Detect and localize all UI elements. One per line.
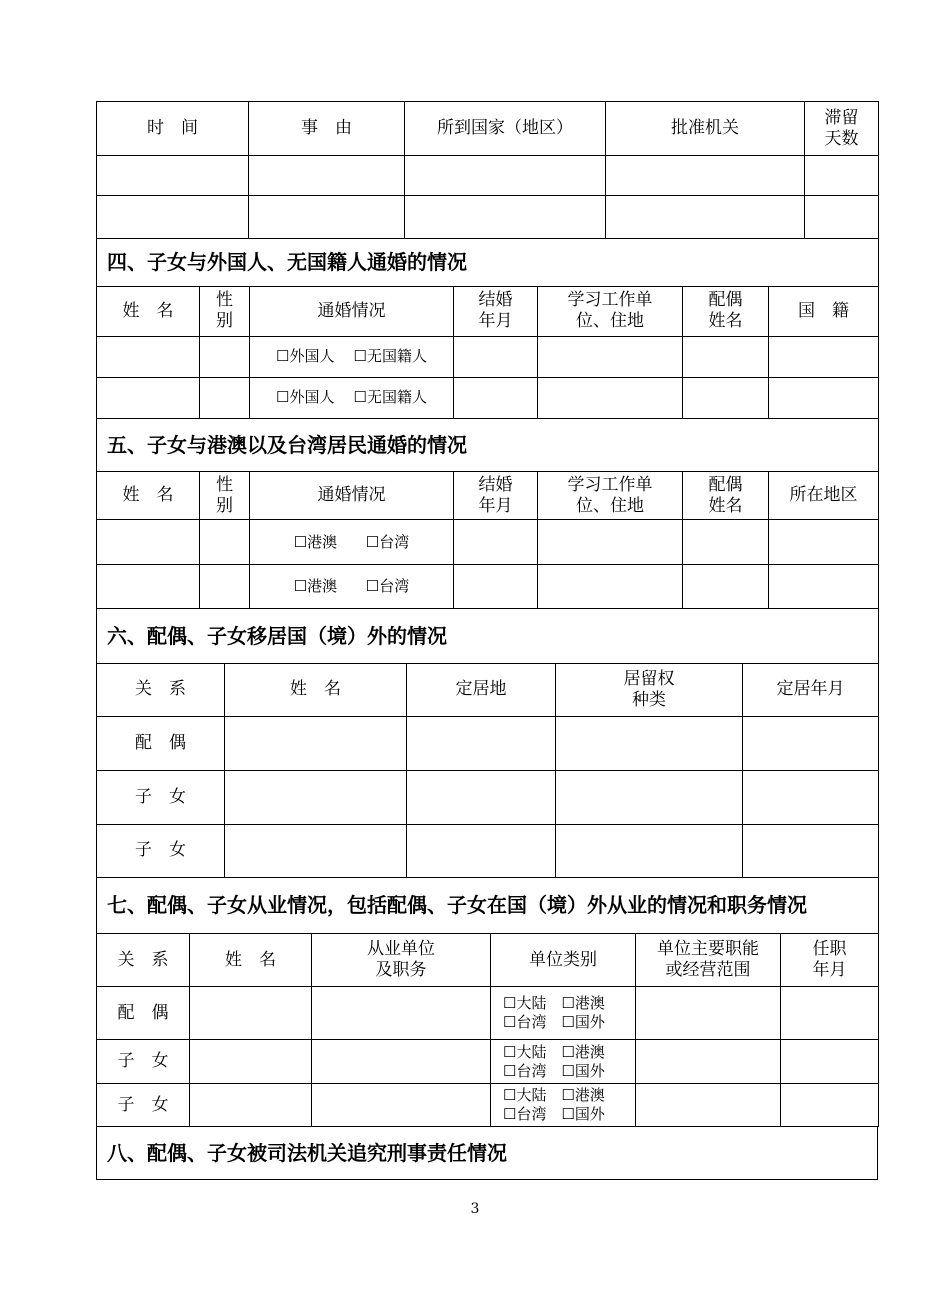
section7-table bbox=[96, 878, 879, 1128]
header-name: 姓 名 bbox=[97, 472, 200, 520]
marriage-options bbox=[250, 565, 454, 609]
marriage-options bbox=[250, 336, 454, 377]
cell[interactable] bbox=[454, 377, 538, 418]
cell[interactable] bbox=[200, 336, 250, 377]
header-marriage-date: 结婚 年月 bbox=[454, 472, 538, 520]
header-spouse-name: 配偶 姓名 bbox=[683, 472, 769, 520]
cell[interactable] bbox=[769, 336, 879, 377]
cell[interactable] bbox=[683, 377, 769, 418]
relation-child: 子 女 bbox=[97, 1084, 190, 1127]
cell[interactable] bbox=[190, 987, 312, 1040]
cell[interactable] bbox=[769, 565, 879, 609]
cell[interactable] bbox=[405, 156, 606, 196]
header-gender: 性 别 bbox=[200, 472, 250, 520]
header-settle-date: 定居年月 bbox=[743, 663, 879, 716]
cell[interactable] bbox=[683, 336, 769, 377]
cell[interactable] bbox=[200, 377, 250, 418]
employer-type-options[interactable]: ☐大陆 ☐港澳 ☐台湾 ☐国外 bbox=[491, 1084, 636, 1127]
cell[interactable] bbox=[407, 770, 556, 824]
table-row bbox=[97, 377, 879, 418]
cell[interactable] bbox=[743, 824, 879, 877]
cell[interactable] bbox=[225, 770, 407, 824]
header-region: 所在地区 bbox=[769, 472, 879, 520]
cell[interactable] bbox=[405, 196, 606, 239]
employer-type-options[interactable]: ☐大陆 ☐港澳 ☐台湾 ☐国外 bbox=[491, 1040, 636, 1084]
table-row bbox=[97, 520, 879, 565]
marriage-options bbox=[250, 377, 454, 418]
cell[interactable] bbox=[538, 565, 683, 609]
form-page bbox=[96, 101, 878, 1180]
cell[interactable] bbox=[407, 824, 556, 877]
cell[interactable] bbox=[97, 156, 249, 196]
relation-child: 子 女 bbox=[97, 770, 225, 824]
cell[interactable] bbox=[454, 565, 538, 609]
option-foreigner-checkbox[interactable]: ☐外国人 bbox=[276, 388, 335, 406]
relation-child: 子 女 bbox=[97, 824, 225, 877]
header-days: 滞留 天数 bbox=[805, 102, 879, 156]
cell[interactable] bbox=[454, 336, 538, 377]
cell[interactable] bbox=[200, 565, 250, 609]
table-row bbox=[97, 1084, 879, 1127]
cell[interactable] bbox=[683, 565, 769, 609]
cell[interactable] bbox=[407, 716, 556, 770]
cell[interactable] bbox=[556, 770, 743, 824]
header-country: 所到国家（地区） bbox=[405, 102, 606, 156]
header-approver: 批准机关 bbox=[606, 102, 805, 156]
section8-table bbox=[96, 1127, 878, 1180]
table-row bbox=[97, 1040, 879, 1084]
cell[interactable] bbox=[454, 520, 538, 565]
header-marriage: 通婚情况 bbox=[250, 286, 454, 336]
section6-table bbox=[96, 609, 879, 878]
section5-title: 五、子女与港澳以及台湾居民通婚的情况 bbox=[97, 419, 879, 472]
cell[interactable] bbox=[556, 824, 743, 877]
cell[interactable] bbox=[769, 520, 879, 565]
header-tenure-date: 任职 年月 bbox=[781, 934, 879, 987]
relation-child: 子 女 bbox=[97, 1040, 190, 1084]
cell[interactable] bbox=[312, 1084, 491, 1127]
cell[interactable] bbox=[683, 520, 769, 565]
header-business-scope: 单位主要职能 或经营范围 bbox=[636, 934, 781, 987]
cell[interactable] bbox=[556, 716, 743, 770]
cell[interactable] bbox=[636, 1040, 781, 1084]
section4-title: 四、子女与外国人、无国籍人通婚的情况 bbox=[97, 239, 879, 286]
header-time: 时 间 bbox=[97, 102, 249, 156]
option-taiwan-checkbox[interactable]: ☐台湾 bbox=[365, 577, 410, 595]
cell[interactable] bbox=[97, 377, 200, 418]
header-marriage-date: 结婚 年月 bbox=[454, 286, 538, 336]
cell[interactable] bbox=[190, 1040, 312, 1084]
cell[interactable] bbox=[538, 520, 683, 565]
cell[interactable] bbox=[312, 987, 491, 1040]
table-row bbox=[97, 770, 879, 824]
table-row bbox=[97, 336, 879, 377]
option-stateless-checkbox[interactable]: ☐无国籍人 bbox=[353, 347, 427, 365]
header-reason: 事 由 bbox=[249, 102, 405, 156]
cell[interactable] bbox=[538, 336, 683, 377]
section7-title: 七、配偶、子女从业情况，包括配偶、子女在国（境）外从业的情况和职务情况 bbox=[97, 878, 879, 934]
cell[interactable] bbox=[97, 336, 200, 377]
cell[interactable] bbox=[781, 1084, 879, 1127]
header-employer-type: 单位类别 bbox=[491, 934, 636, 987]
table-row bbox=[97, 824, 879, 877]
header-nationality: 国 籍 bbox=[769, 286, 879, 336]
cell[interactable] bbox=[805, 156, 879, 196]
cell[interactable] bbox=[249, 196, 405, 239]
option-taiwan-checkbox[interactable]: ☐台湾 bbox=[365, 532, 410, 551]
cell[interactable] bbox=[636, 987, 781, 1040]
cell[interactable] bbox=[249, 156, 405, 196]
table-row bbox=[97, 716, 879, 770]
header-gender: 性 别 bbox=[200, 286, 250, 336]
header-residency-type: 居留权 种类 bbox=[556, 663, 743, 716]
cell[interactable] bbox=[743, 770, 879, 824]
header-name: 姓 名 bbox=[190, 934, 312, 987]
header-relation: 关 系 bbox=[97, 663, 225, 716]
marriage-options bbox=[250, 520, 454, 565]
header-relation: 关 系 bbox=[97, 934, 190, 987]
cell[interactable] bbox=[97, 196, 249, 239]
employer-type-options[interactable]: ☐大陆 ☐港澳 ☐台湾 ☐国外 bbox=[491, 987, 636, 1040]
header-workplace: 学习工作单 位、住地 bbox=[538, 286, 683, 336]
table-row bbox=[97, 565, 879, 609]
section4-table bbox=[96, 239, 879, 419]
header-name: 姓 名 bbox=[97, 286, 200, 336]
cell[interactable] bbox=[769, 377, 879, 418]
cell[interactable] bbox=[781, 1040, 879, 1084]
travel-table bbox=[96, 101, 879, 239]
header-employer: 从业单位 及职务 bbox=[312, 934, 491, 987]
relation-spouse: 配 偶 bbox=[97, 716, 225, 770]
section8-title: 八、配偶、子女被司法机关追究刑事责任情况 bbox=[97, 1127, 878, 1179]
table-row bbox=[97, 156, 879, 196]
cell[interactable] bbox=[225, 716, 407, 770]
cell[interactable] bbox=[200, 520, 250, 565]
header-spouse-name: 配偶 姓名 bbox=[683, 286, 769, 336]
section6-title: 六、配偶、子女移居国（境）外的情况 bbox=[97, 609, 879, 663]
header-residence: 定居地 bbox=[407, 663, 556, 716]
cell[interactable] bbox=[636, 1084, 781, 1127]
header-name: 姓 名 bbox=[225, 663, 407, 716]
cell[interactable] bbox=[225, 824, 407, 877]
cell[interactable] bbox=[805, 196, 879, 239]
cell[interactable] bbox=[606, 196, 805, 239]
relation-spouse: 配 偶 bbox=[97, 987, 190, 1040]
page-number: 3 bbox=[470, 1201, 480, 1217]
cell[interactable] bbox=[97, 520, 200, 565]
option-stateless-checkbox[interactable]: ☐无国籍人 bbox=[353, 388, 427, 406]
option-hkmo-checkbox[interactable]: ☐港澳 bbox=[293, 532, 338, 551]
cell[interactable] bbox=[190, 1084, 312, 1127]
cell[interactable] bbox=[781, 987, 879, 1040]
table-row bbox=[97, 196, 879, 239]
header-marriage: 通婚情况 bbox=[250, 472, 454, 520]
cell[interactable] bbox=[538, 377, 683, 418]
cell[interactable] bbox=[606, 156, 805, 196]
section5-table bbox=[96, 419, 879, 610]
cell[interactable] bbox=[743, 716, 879, 770]
option-foreigner-checkbox[interactable]: ☐外国人 bbox=[276, 347, 335, 365]
cell[interactable] bbox=[97, 565, 200, 609]
header-workplace: 学习工作单 位、住地 bbox=[538, 472, 683, 520]
option-hkmo-checkbox[interactable]: ☐港澳 bbox=[293, 577, 338, 595]
cell[interactable] bbox=[312, 1040, 491, 1084]
table-row bbox=[97, 987, 879, 1040]
